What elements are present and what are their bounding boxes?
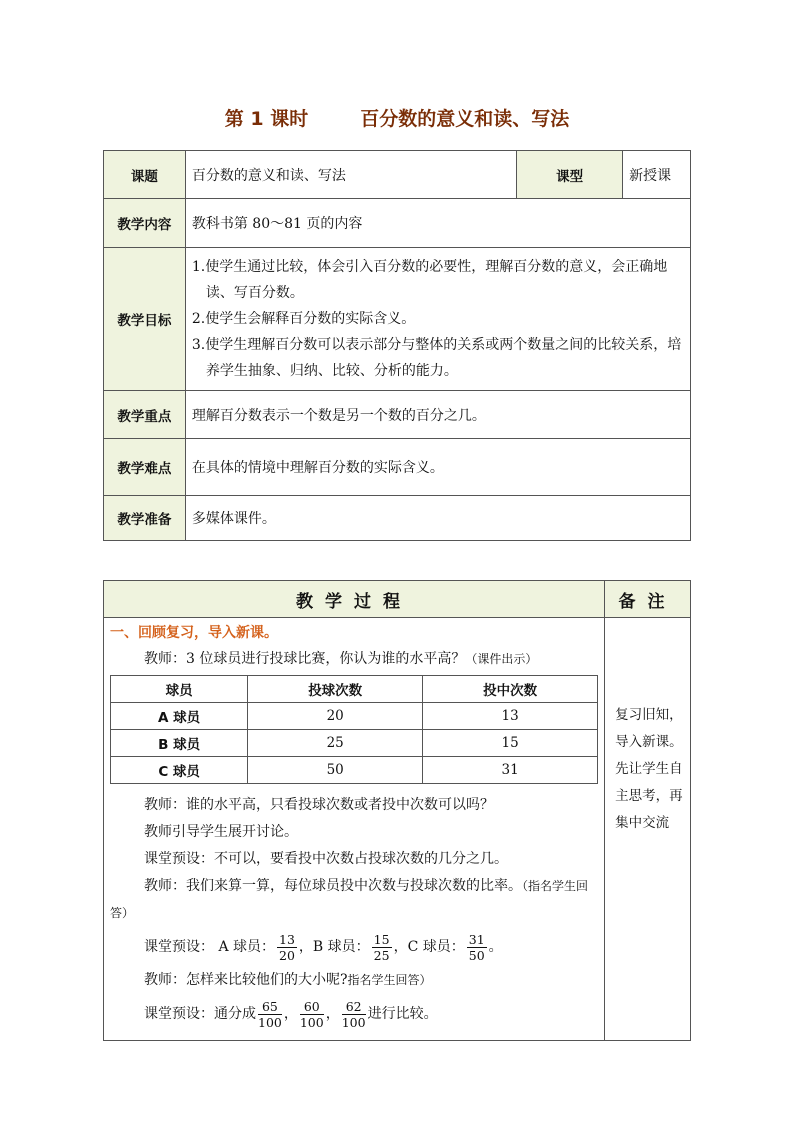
process-line: 教师引导学生展开讨论。 (144, 824, 298, 840)
goal-item: 2.使学生会解释百分数的实际含义。 (191, 311, 416, 327)
player-name: C 球员 (111, 757, 248, 784)
process-header: 教学过程 (104, 581, 605, 618)
punctuation: ， (298, 939, 313, 955)
player-name: A 球员 (111, 703, 248, 730)
fraction (300, 999, 324, 1030)
line-text: 教师：怎样来比较他们的大小呢? (144, 972, 348, 988)
fraction (342, 999, 366, 1030)
punctuation: ， (393, 939, 408, 955)
table-row (111, 757, 598, 784)
denominator: 50 (468, 947, 485, 963)
difficulty-label: 教学难点 (104, 439, 186, 496)
difficulty-value: 在具体的情境中理解百分数的实际含义。 (185, 439, 690, 496)
table-row (111, 730, 598, 757)
denominator: 100 (341, 1014, 366, 1030)
line-annotation: （指名学生回答） (110, 879, 589, 920)
fraction-line (110, 927, 598, 967)
line-text: 进行比较。 (367, 1006, 438, 1022)
numerator: 15 (373, 931, 390, 947)
numerator: 60 (300, 999, 324, 1015)
fraction (372, 932, 392, 963)
key-label: 教学重点 (104, 391, 186, 439)
goals-list (186, 248, 690, 390)
column-header: 球员 (111, 676, 248, 703)
shots-count: 20 (248, 703, 423, 730)
shots-count: 50 (248, 757, 423, 784)
line-text: 教师：3 位球员进行投球比赛，你认为谁的水平高？ (144, 651, 466, 667)
denominator: 100 (299, 1014, 324, 1030)
process-line (110, 646, 598, 673)
punctuation: 。 (488, 939, 503, 955)
fraction (258, 999, 282, 1030)
denominator: 25 (373, 947, 390, 963)
line-text: 教师：我们来算一算，每位球员投中次数与投球次数的比率。 (144, 878, 522, 894)
hits-count: 13 (423, 703, 598, 730)
player-label: C 球员： (407, 939, 465, 955)
numerator: 62 (342, 999, 366, 1015)
player-label: B 球员： (312, 939, 370, 955)
key-value: 理解百分数表示一个数是另一个数的百分之几。 (185, 391, 690, 439)
page-title (0, 104, 794, 131)
column-header: 投中次数 (423, 676, 598, 703)
key-row (104, 391, 691, 439)
process-line: 教师：谁的水平高，只看投球次数或者投中次数可以吗？ (144, 797, 494, 813)
lesson-topic: 百分数的意义和读、写法 (360, 108, 570, 130)
process-line (110, 967, 598, 994)
content-row (104, 199, 691, 248)
prep-row (104, 496, 691, 541)
content-label: 教学内容 (104, 199, 186, 248)
fraction (277, 932, 297, 963)
difficulty-row (104, 439, 691, 496)
lesson-info-table (103, 150, 691, 541)
denominator: 100 (258, 1014, 282, 1030)
goals-row (104, 248, 691, 391)
numerator: 31 (468, 931, 485, 947)
margin-note: 复习旧知，导入新课。先让学生自主思考，再集中交流 (605, 618, 691, 1041)
player-name: B 球员 (111, 730, 248, 757)
goals-label: 教学目标 (104, 248, 186, 391)
denominator: 20 (279, 947, 295, 963)
goals-cell (185, 248, 690, 391)
line-text: 课堂预设：通分成 (144, 1006, 256, 1022)
hits-count: 15 (423, 730, 598, 757)
table-row (111, 703, 598, 730)
goal-item: 1.使学生通过比较，体会引入百分数的必要性，理解百分数的意义，会正确地读、写百分数。 (191, 259, 668, 301)
players-table (110, 675, 598, 784)
topic-label: 课题 (104, 151, 186, 199)
fraction (467, 932, 487, 963)
column-header: 投球次数 (248, 676, 423, 703)
section-heading: 一、回顾复习，导入新课。 (110, 625, 278, 641)
type-value: 新授课 (623, 151, 691, 199)
prep-label: 教学准备 (104, 496, 186, 541)
prep-value: 多媒体课件。 (185, 496, 690, 541)
line-annotation: 指名学生回答） (347, 973, 432, 987)
player-label: A 球员： (218, 939, 276, 955)
numerator: 13 (279, 931, 295, 947)
numerator: 65 (258, 999, 282, 1015)
fraction-line (110, 994, 598, 1034)
process-line (110, 873, 598, 927)
punctuation: ， (325, 1006, 340, 1022)
line-annotation: （课件出示） (465, 652, 538, 666)
table-header-row (111, 676, 598, 703)
topic-value: 百分数的意义和读、写法 (185, 151, 516, 199)
line-text: 课堂预设： (144, 939, 214, 955)
goal-item: 3.使学生理解百分数可以表示部分与整体的关系或两个数量之间的比较关系，培养学生抽象、归纳、比较、分析的能力。 (191, 337, 682, 379)
notes-header: 备注 (605, 581, 691, 618)
process-body (104, 618, 605, 1041)
process-line: 课堂预设：不可以，要看投中次数占投球次数的几分之几。 (144, 851, 508, 867)
topic-row (104, 151, 691, 199)
punctuation: ， (283, 1006, 298, 1022)
content-value: 教科书第 80～81 页的内容 (185, 199, 690, 248)
hits-count: 31 (423, 757, 598, 784)
type-label: 课型 (517, 151, 623, 199)
shots-count: 25 (248, 730, 423, 757)
teaching-process-table (103, 580, 691, 1041)
lesson-number: 第 1 课时 (224, 108, 309, 130)
